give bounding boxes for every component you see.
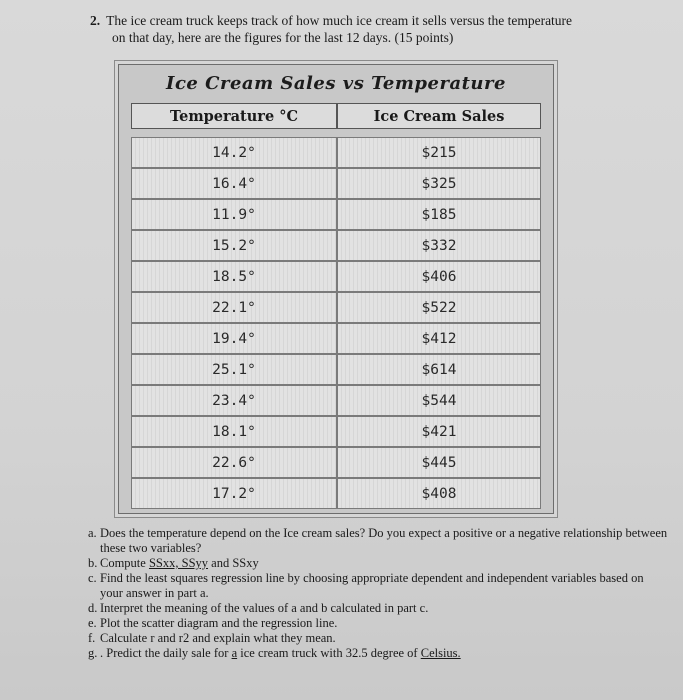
part-letter: d. <box>88 601 98 615</box>
part-b-suffix: and SSxy <box>208 556 259 570</box>
table-row <box>131 385 541 416</box>
temperature-cell: 14.2° <box>131 137 337 168</box>
part-text: Find the least squares regression line by choosing appropriate dependent and independent variables based on your answer in part a. <box>100 571 644 600</box>
table-row <box>131 168 541 199</box>
part-f <box>88 631 668 646</box>
part-g-prefix: . Predict the daily sale for <box>100 646 232 660</box>
table-row <box>131 199 541 230</box>
part-g <box>88 646 668 661</box>
part-text: Interpret the meaning of the values of a and b calculated in part c. <box>100 601 429 615</box>
sales-cell: $185 <box>337 199 541 230</box>
part-b-underlined: SSxx, SSyy <box>148 556 209 570</box>
part-text <box>100 556 668 571</box>
question-number: 2. <box>90 13 101 28</box>
temperature-cell: 19.4° <box>131 323 337 354</box>
part-letter: g. <box>88 646 98 660</box>
temperature-cell: 16.4° <box>131 168 337 199</box>
table-row <box>131 261 541 292</box>
table-row <box>131 323 541 354</box>
sales-cell: $332 <box>337 230 541 261</box>
part-a <box>88 526 668 556</box>
part-g-underlined-celsius: Celsius. <box>420 646 461 660</box>
temperature-cell: 17.2° <box>131 478 337 509</box>
sales-cell: $215 <box>337 137 541 168</box>
sales-cell: $421 <box>337 416 541 447</box>
temperature-cell: 11.9° <box>131 199 337 230</box>
sales-cell: $406 <box>337 261 541 292</box>
sales-cell: $522 <box>337 292 541 323</box>
part-letter: e. <box>88 616 97 630</box>
temperature-cell: 25.1° <box>131 354 337 385</box>
sales-table <box>118 64 554 514</box>
part-letter: a. <box>88 526 97 540</box>
part-letter: b. <box>88 556 98 570</box>
table-row <box>131 447 541 478</box>
table-title: Ice Cream Sales vs Temperature <box>166 73 506 94</box>
sales-cell: $408 <box>337 478 541 509</box>
part-c <box>88 571 668 601</box>
table-row <box>131 292 541 323</box>
part-text: Does the temperature depend on the Ice cream sales? Do you expect a positive or a negative relationship between these two variables? <box>100 526 668 555</box>
part-g-underlined-a: a <box>231 646 238 660</box>
part-letter: f. <box>88 631 96 645</box>
temperature-cell: 15.2° <box>131 230 337 261</box>
temperature-cell: 18.5° <box>131 261 337 292</box>
part-text <box>100 646 668 661</box>
temperature-cell: 22.6° <box>131 447 337 478</box>
question-parts <box>88 526 668 661</box>
header-temperature: Temperature °C <box>131 103 337 129</box>
question-line-1 <box>90 12 670 29</box>
part-b <box>88 556 668 571</box>
table-body <box>131 137 541 509</box>
question-line-2: on that day, here are the figures for the last 12 days. (15 points) <box>112 30 454 45</box>
part-b-prefix: Compute <box>100 556 149 570</box>
table-row <box>131 416 541 447</box>
sales-cell: $412 <box>337 323 541 354</box>
table-row <box>131 478 541 509</box>
temperature-cell: 18.1° <box>131 416 337 447</box>
header-sales: Ice Cream Sales <box>337 103 541 129</box>
part-d <box>88 601 668 616</box>
sales-cell: $325 <box>337 168 541 199</box>
question-text <box>90 12 670 46</box>
table-header-row <box>131 103 541 129</box>
sales-cell: $614 <box>337 354 541 385</box>
part-e <box>88 616 668 631</box>
part-text: Calculate r and r2 and explain what they mean. <box>100 631 336 645</box>
temperature-cell: 22.1° <box>131 292 337 323</box>
part-g-mid: ice cream truck with 32.5 degree of <box>237 646 421 660</box>
part-text: Plot the scatter diagram and the regression line. <box>100 616 338 630</box>
sales-cell: $544 <box>337 385 541 416</box>
table-row <box>131 230 541 261</box>
question-line-1-text: The ice cream truck keeps track of how much ice cream it sells versus the temperature <box>106 13 573 28</box>
sales-cell: $445 <box>337 447 541 478</box>
table-row <box>131 354 541 385</box>
part-letter: c. <box>88 571 97 585</box>
table-row <box>131 137 541 168</box>
temperature-cell: 23.4° <box>131 385 337 416</box>
